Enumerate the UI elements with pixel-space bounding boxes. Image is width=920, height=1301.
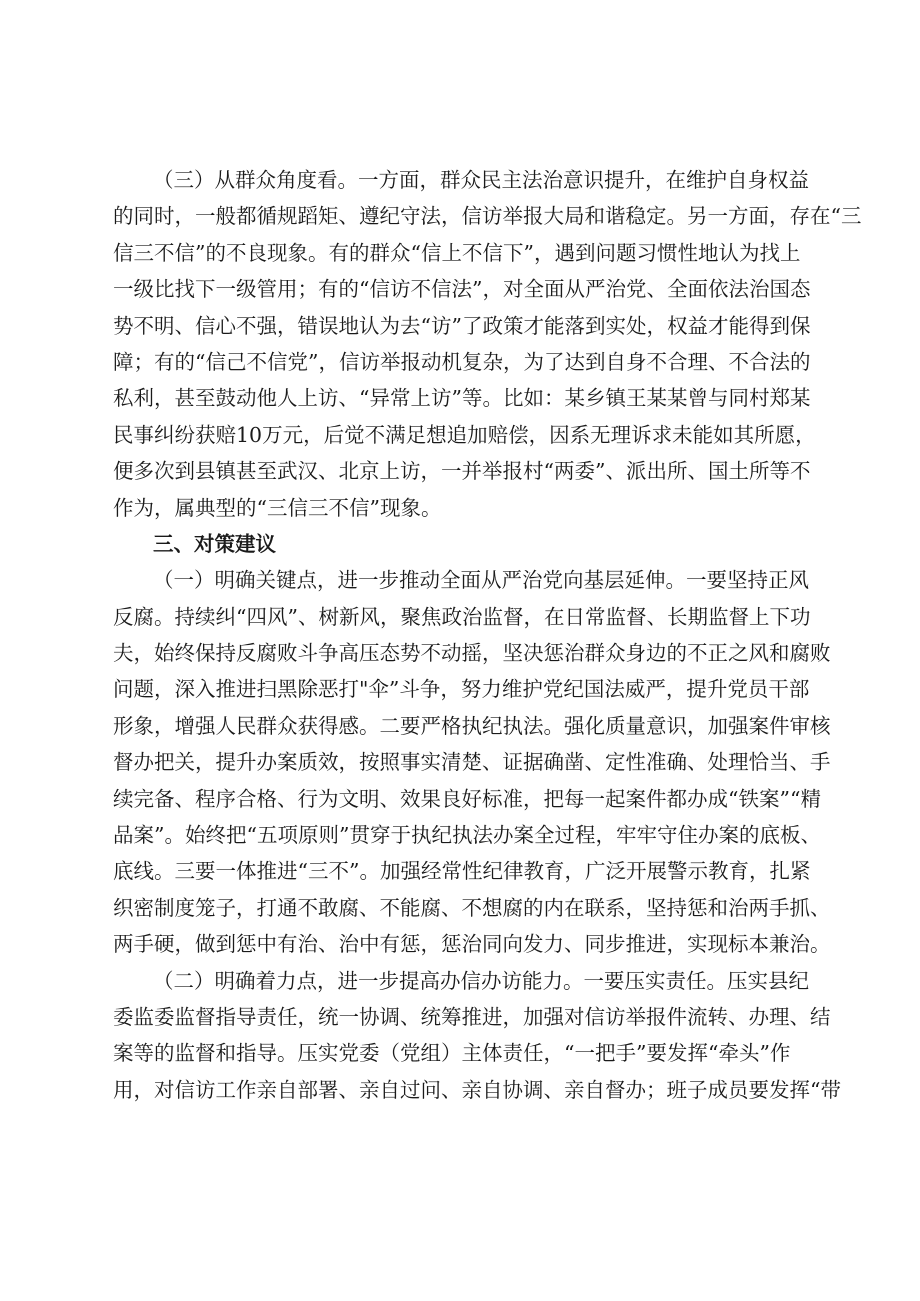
text-line: 委监委监督指导责任，统一协调、统筹推进，加强对信访举报件流转、办理、结 <box>113 1004 831 1029</box>
text-line: 两手硬，做到惩中有治、治中有惩，惩治同向发力、同步推进，实现标本兼治。 <box>113 932 831 957</box>
text-line: 形象，增强人民群众获得感。二要严格执纪执法。强化质量意识，加强案件审核 <box>113 713 831 738</box>
text-line: 案等的监督和指导。压实党委（党组）主体责任，“一把手”要发挥“牵头”作 <box>113 1041 791 1066</box>
text-line: 底线。三要一体推进“三不”。加强经常性纪律教育，广泛开展警示教育，扎紧 <box>113 859 811 884</box>
text-line: 续完备、程序合格、行为文明、效果良好标准，把每一起案件都办成“铁案”“精 <box>113 786 821 811</box>
text-line: （三）从群众角度看。一方面，群众民主法治意识提升，在维护自身权益 <box>153 168 809 192</box>
text-line: 私利，甚至鼓动他人上访、“异常上访”等。比如：某乡镇王某某曾与同村郑某 <box>113 386 811 411</box>
section-heading: 三、对策建议 <box>153 531 276 556</box>
paragraph-focus-points <box>113 963 841 1109</box>
text-line: 一级比找下一级管用；有的“信访不信法”，对全面从严治党、全面依法治国态 <box>113 277 811 302</box>
text-line: 问题，深入推进扫黑除恶打"伞”斗争，努力维护党纪国法威严，提升党员干部 <box>113 677 810 702</box>
text-line: （一）明确关键点，进一步推动全面从严治党向基层延伸。一要坚持正风 <box>153 568 809 593</box>
paragraph-key-points <box>113 562 831 962</box>
text-line: （二）明确着力点，进一步提高办信办访能力。一要压实责任。压实县纪 <box>153 968 809 993</box>
text-line: 障；有的“信己不信党”，信访举报动机复杂，为了达到自身不合理、不合法的 <box>113 349 811 374</box>
text-line: 的同时，一般都循规蹈矩、遵纪守法，信访举报大局和谐稳定。另一方面，存在“三 <box>113 204 862 229</box>
text-line: 便多次到县镇甚至武汉、北京上访，一并举报村“两委”、派出所、国土所等不 <box>113 459 811 484</box>
text-line: 作为，属典型的“三信三不信”现象。 <box>113 495 442 520</box>
text-line: 督办把关，提升办案质效，按照事实清楚、证据确凿、定性准确、处理恰当、手 <box>113 750 831 775</box>
text-line: 用，对信访工作亲自部署、亲自过问、亲自协调、亲自督办；班子成员要发挥“带 <box>113 1077 841 1102</box>
text-line: 势不明、信心不强，错误地认为去“访”了政策才能落到实处，权益才能得到保 <box>113 313 811 338</box>
text-line: 民事纠纷获赔10万元，后觉不满足想追加赔偿，因系无理诉求未能如其所愿， <box>113 422 816 447</box>
text-line: 织密制度笼子，打通不敢腐、不能腐、不想腐的内在联系，坚持惩和治两手抓、 <box>113 895 831 920</box>
paragraph-public-perspective <box>113 162 862 526</box>
text-line: 反腐。持续纠“四风”、树新风，聚焦政治监督，在日常监督、长期监督上下功 <box>113 604 811 629</box>
text-line: 夫，始终保持反腐败斗争高压态势不动摇，坚决惩治群众身边的不正之风和腐败 <box>113 641 831 666</box>
document-body <box>113 162 862 1108</box>
text-line: 信三不信”的不良现象。有的群众“信上不信下”，遇到问题习惯性地认为找上 <box>113 240 801 265</box>
text-line: 品案”。始终把“五项原则”贯穿于执纪执法办案全过程，牢牢守住办案的底板、 <box>113 823 821 848</box>
